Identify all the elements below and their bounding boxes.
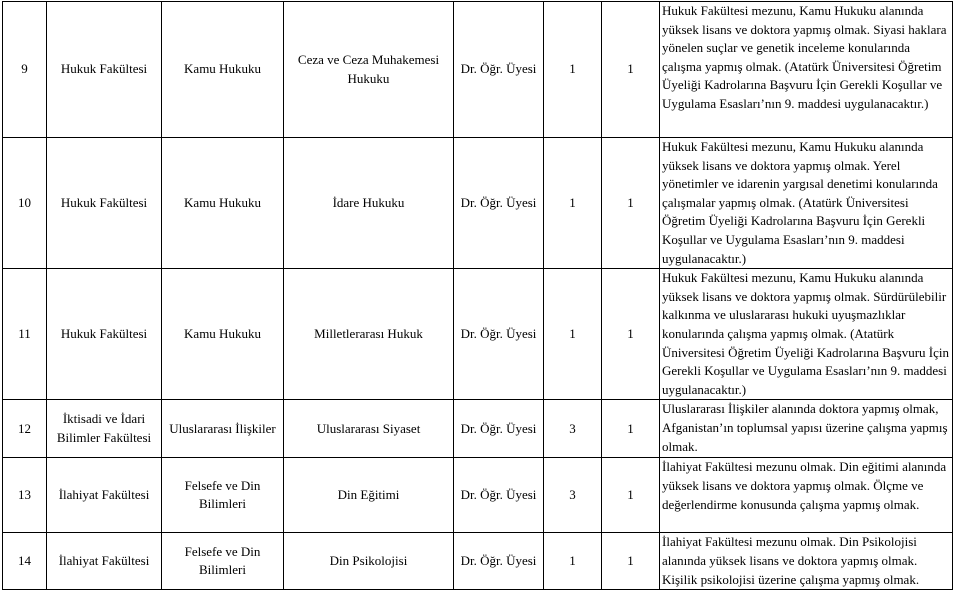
department-cell: Felsefe ve Din Bilimleri (162, 458, 284, 533)
count-cell: 3 (544, 400, 602, 458)
row-number: 14 (3, 533, 47, 590)
field-cell: Uluslararası Siyaset (284, 400, 454, 458)
count-cell: 1 (544, 2, 602, 138)
table-row (3, 269, 953, 400)
positions-table (2, 1, 953, 590)
table-row (3, 458, 953, 533)
department-cell: Uluslararası İlişkiler (162, 400, 284, 458)
row-number: 13 (3, 458, 47, 533)
title-cell: Dr. Öğr. Üyesi (454, 269, 544, 400)
count-cell: 1 (544, 269, 602, 400)
department-cell: Kamu Hukuku (162, 269, 284, 400)
count-cell: 1 (602, 269, 660, 400)
description-cell: Hukuk Fakültesi mezunu, Kamu Hukuku alanında yüksek lisans ve doktora yapmış olmak. Sürdürülebilir kalkınma ve uluslararası hukuki uyuşmazlıklar konularında çalışma yapmış olmak. (Atatürk Üniversitesi Öğretim Üyeliği Kadrolarına Başvuru İçin Gerekli Koşullar ve Uygulama Esasları’nın 9. maddesi uygulanacaktır.) (660, 269, 953, 400)
field-cell: İdare Hukuku (284, 138, 454, 269)
title-cell: Dr. Öğr. Üyesi (454, 2, 544, 138)
count-cell: 3 (544, 458, 602, 533)
table-row (3, 2, 953, 138)
field-cell: Din Eğitimi (284, 458, 454, 533)
faculty-cell: Hukuk Fakültesi (47, 138, 162, 269)
title-cell: Dr. Öğr. Üyesi (454, 458, 544, 533)
row-number: 9 (3, 2, 47, 138)
title-cell: Dr. Öğr. Üyesi (454, 138, 544, 269)
faculty-cell: İktisadi ve İdari Bilimler Fakültesi (47, 400, 162, 458)
field-cell: Milletlerarası Hukuk (284, 269, 454, 400)
faculty-cell: İlahiyat Fakültesi (47, 458, 162, 533)
count-cell: 1 (544, 138, 602, 269)
title-cell: Dr. Öğr. Üyesi (454, 400, 544, 458)
count-cell: 1 (544, 533, 602, 590)
description-cell: Hukuk Fakültesi mezunu, Kamu Hukuku alanında yüksek lisans ve doktora yapmış olmak. Siyasi haklara yönelen suçlar ve genetik inceleme konularında çalışma yapmış olmak. (Atatürk Üniversitesi Öğretim Üyeliği Kadrolarına Başvuru İçin Gerekli Koşullar ve Uygulama Esasları’nın 9. maddesi uygulanacaktır.) (660, 2, 953, 138)
description-cell: Hukuk Fakültesi mezunu, Kamu Hukuku alanında yüksek lisans ve doktora yapmış olmak. Yerel yönetimler ve idarenin yargısal denetimi konularında çalışmalar yapmış olmak. (Atatürk Üniversitesi Öğretim Üyeliği Kadrolarına Başvuru İçin Gerekli Koşullar ve Uygulama Esasları’nın 9. maddesi uygulanacaktır.) (660, 138, 953, 269)
count-cell: 1 (602, 533, 660, 590)
row-number: 12 (3, 400, 47, 458)
row-number: 10 (3, 138, 47, 269)
faculty-cell: İlahiyat Fakültesi (47, 533, 162, 590)
description-cell: İlahiyat Fakültesi mezunu olmak. Din eğitimi alanında yüksek lisans ve doktora yapmış olmak. Ölçme ve değerlendirme konusunda çalışma yapmış olmak. (660, 458, 953, 533)
count-cell: 1 (602, 400, 660, 458)
field-cell: Din Psikolojisi (284, 533, 454, 590)
description-cell: İlahiyat Fakültesi mezunu olmak. Din Psikolojisi alanında yüksek lisans ve doktora yapmış olmak. Kişilik psikolojisi üzerine çalışma yapmış olmak. (660, 533, 953, 590)
table-row (3, 138, 953, 269)
table-row (3, 400, 953, 458)
table-row (3, 533, 953, 590)
title-cell: Dr. Öğr. Üyesi (454, 533, 544, 590)
department-cell: Kamu Hukuku (162, 138, 284, 269)
description-cell: Uluslararası İlişkiler alanında doktora yapmış olmak, Afganistan’ın toplumsal yapısı üzerine çalışma yapmış olmak. (660, 400, 953, 458)
faculty-cell: Hukuk Fakültesi (47, 269, 162, 400)
faculty-cell: Hukuk Fakültesi (47, 2, 162, 138)
count-cell: 1 (602, 458, 660, 533)
row-number: 11 (3, 269, 47, 400)
count-cell: 1 (602, 138, 660, 269)
department-cell: Felsefe ve Din Bilimleri (162, 533, 284, 590)
count-cell: 1 (602, 2, 660, 138)
field-cell: Ceza ve Ceza Muhakemesi Hukuku (284, 2, 454, 138)
department-cell: Kamu Hukuku (162, 2, 284, 138)
